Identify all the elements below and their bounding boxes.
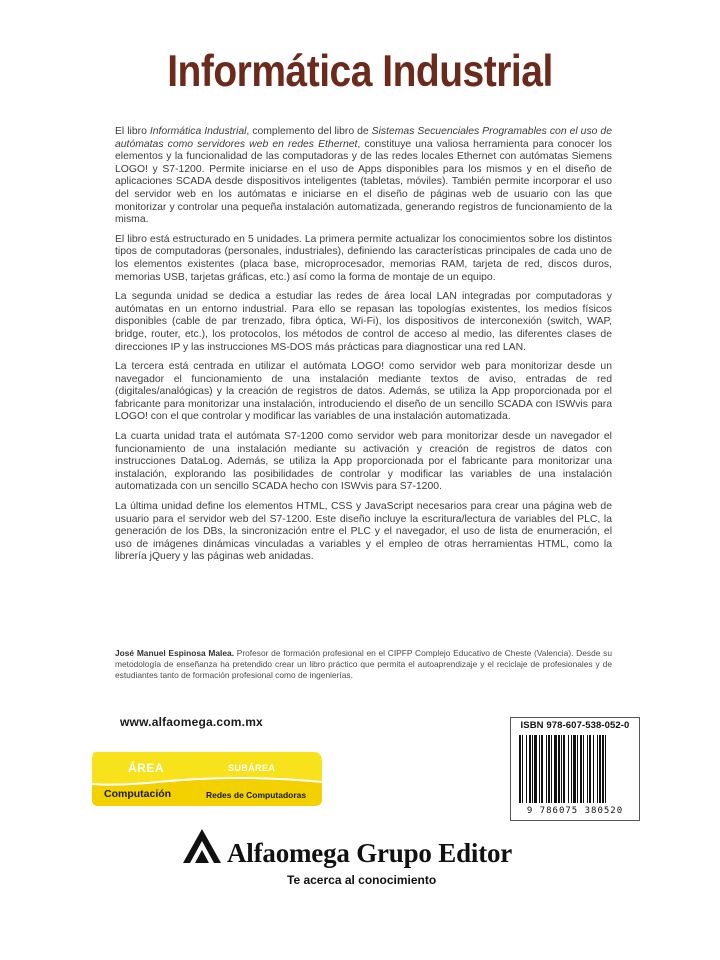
- author-bio: [115, 648, 612, 681]
- area-badge: [88, 748, 326, 808]
- p1-text-e: , constituye una valiosa herramienta para conocer los elementos y la funcionalidad de las computadoras y de las redes locales Ethernet con autómatas Siemens LOGO! y S7-1200. Permite iniciarse en el uso de Apps disponibles para los mismos y en el diseño de aplicaciones SCADA desde dispositivos inteligentes (tabletas, móviles). También permite incorporar el uso del servidor web en los autómatas e iniciarse en el diseño de páginas web de usuario con las que monitorizar y controlar una pequeña instalación automatizada, generando registros de funcionamiento de la misma.: [115, 138, 612, 226]
- p1-italic-companion-title: Sistemas Secuenciales Programables con el uso de autómatas como servidores web en redes Ethernet: [115, 126, 612, 150]
- alfaomega-triangle-icon: [180, 826, 224, 866]
- website-url[interactable]: www.alfaomega.com.mx: [120, 715, 263, 729]
- description-text: [115, 126, 612, 571]
- area-value: Computación: [104, 788, 172, 800]
- subarea-label: SUBÁREA: [228, 763, 276, 773]
- p1-italic-title: Informática Industrial: [149, 126, 247, 137]
- subarea-value: Redes de Computadoras: [206, 790, 307, 800]
- book-title: Informática Industrial: [167, 46, 553, 97]
- area-label: ÁREA: [128, 761, 165, 775]
- publisher-name: Alfaomega Grupo Editor: [227, 838, 513, 868]
- isbn-barcode: [510, 717, 640, 821]
- paragraph-2: El libro está estructurado en 5 unidades. La primera permite actualizar los conocimientos sobre los distintos tipos de computadoras (personales, industriales), definiendo las características principales de cada uno de los elementos existentes (placa base, microprocesador, memorias RAM, tarjeta de red, discos duros, memorias USB, tarjetas gráficas, etc.) así como la forma de montaje de un equipo.: [115, 233, 612, 283]
- p1-text-c: , complemento del libro de: [246, 126, 372, 137]
- paragraph-6: La última unidad define los elementos HTML, CSS y JavaScript necesarios para crear una página web de usuario para el servidor web del S7-1200. Este diseño incluye la escritura/lectura de variables del PLC, la generación de los DBs, la sincronización entre el PLC y el navegador, el uso de lista de enumeración, el uso de imágenes dinámicas vinculadas a variables y el empleo de otras herramientas HTML, como la librería jQuery y las páginas web anidadas.: [115, 501, 612, 563]
- publisher-tagline: Te acerca al conocimiento: [287, 873, 437, 887]
- isbn-label: ISBN 978-607-538-052-0: [520, 720, 630, 731]
- paragraph-5: La cuarta unidad trata el autómata S7-1200 como servidor web para monitorizar desde un navegador el funcionamiento de una instalación mediante su activación y creación de registros de datos con instrucciones DataLog. Además, se utiliza la App proporcionada por el fabricante para monitorizar una instalación, explorando las posibilidades de controlar y modificar las variables de una instalación automatizada con un sencillo SCADA hecho con ISWvis para S7-1200.: [115, 431, 612, 493]
- author-name: José Manuel Espinosa Malea.: [115, 648, 235, 658]
- paragraph-3: La segunda unidad se dedica a estudiar las redes de área local LAN integradas por computadoras y autómatas en un entorno industrial. Para ello se repasan las topologías existentes, los medios físicos disponibles (cable de par trenzado, fibra óptica, Wi-Fi), los dispositivos de interconexión (switch, WAP, bridge, router, etc.), los protocolos, los métodos de control de acceso al medio, las diferentes clases de direcciones IP y las instrucciones MS-DOS más prácticas para diagnosticar una red LAN.: [115, 291, 612, 353]
- author-description: Profesor de formación profesional en el CIPFP Complejo Educativo de Cheste (Valencia). Desde su metodología de enseñanza ha pretendido crear un libro práctico que permita el autoaprendizaje y el reciclaje de profesionales y de estudiantes tanto de formación profesional como de ingenierías.: [115, 648, 612, 680]
- paragraph-1: [115, 126, 612, 227]
- p1-text-a: El libro: [115, 126, 150, 137]
- paragraph-4: La tercera está centrada en utilizar el autómata LOGO! como servidor web para monitorizar desde un navegador el funcionamiento de una instalación mediante textos de aviso, entradas de red (digitales/analógicas) y la creación de registros de datos. Además, se utiliza la App proporcionada por el fabricante para monitorizar una instalación, introduciendo el diseño de un sencillo SCADA con ISWvis para LOGO! con el que controlar y modificar las variables de una instalación automatizada.: [115, 361, 612, 423]
- barcode-digits: 9 786075 380520: [526, 806, 624, 816]
- barcode-icon: [517, 735, 633, 805]
- alfaomega-logo: [180, 826, 224, 871]
